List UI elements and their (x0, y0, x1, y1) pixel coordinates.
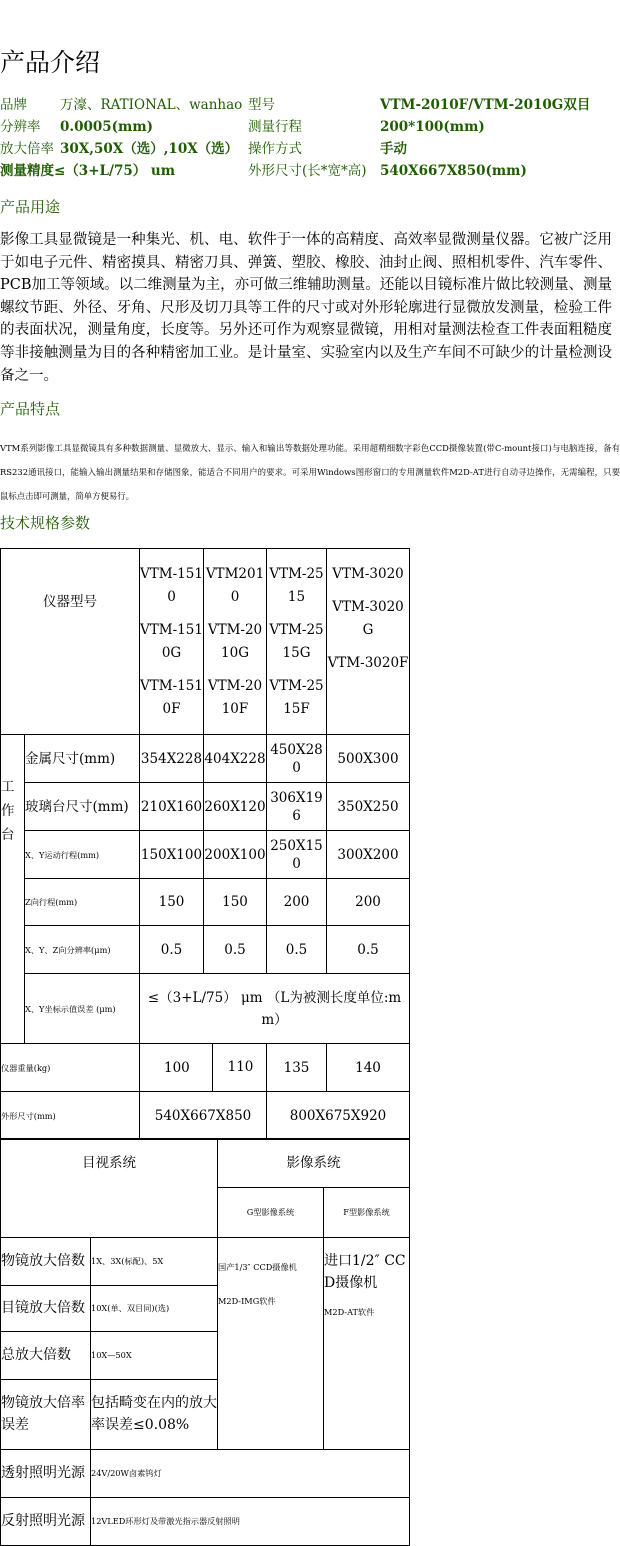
spec-label: 放大倍率 (0, 141, 54, 157)
cell: 350X250 (327, 783, 410, 831)
cell: 24V/20W卤素钨灯 (91, 1449, 410, 1497)
model-header: 仪器型号 (1, 549, 140, 735)
spec-row (0, 160, 620, 182)
row-label: 金属尺寸(mm) (25, 735, 140, 783)
params-title: 技术规格参数 (0, 514, 91, 532)
visual-system-header: 目视系统 (1, 1139, 218, 1237)
model-cell: VTM-2515 VTM-2515G VTM-2515F (267, 549, 327, 735)
row-label: X、Y坐标示值误差 (μm) (25, 974, 140, 1044)
f-system-header: F型影像系统 (324, 1187, 410, 1237)
cell: 200 (267, 879, 327, 926)
image-system-header: 影像系统 (218, 1139, 410, 1187)
row-label: 物镜放大倍率误差 (1, 1379, 91, 1449)
row-label: X、Y、Z向分辨率(μm) (25, 926, 140, 974)
cell: 10X(单、双目同)(选) (91, 1285, 218, 1331)
weight-cell: 110 (212, 1043, 268, 1091)
row-label: 物镜放大倍数 (1, 1237, 91, 1285)
row-label: 目镜放大倍数 (1, 1285, 91, 1331)
cell: 100 (140, 1044, 267, 1092)
spec-value: 30X,50X（选）,10X（选） (60, 141, 239, 157)
cell: 0.5 (204, 926, 267, 974)
cell: 250X150 (267, 831, 327, 879)
spec-label: 操作方式 (248, 141, 302, 157)
stage-label: 工 作 台 (1, 735, 25, 1044)
spec-label: 品牌 (0, 97, 27, 113)
spec-label: 外形尺寸(长*宽*高) (248, 163, 367, 179)
row-label: X、Y运动行程(mm) (25, 831, 140, 879)
cell: 210X160 (140, 783, 204, 831)
cell: 306X196 (267, 783, 327, 831)
spec-label: 测量行程 (248, 119, 302, 135)
row-label: 总放大倍数 (1, 1331, 91, 1379)
row-label: 玻璃台尺寸(mm) (25, 783, 140, 831)
spec-value: 0.0005(mm) (60, 119, 154, 135)
merged-cell: ≤（3+L/75） μm （L为被测长度单位:mm） (140, 974, 410, 1044)
cell: 150X100 (140, 831, 204, 879)
cell: 135 (267, 1044, 327, 1092)
cell: 150 (204, 879, 267, 926)
spec-value: 手动 (380, 141, 407, 157)
cell: 500X300 (327, 735, 410, 783)
features-text: VTM系列影像工具显微镜具有多种数据测量、显微放大、显示、输入和输出等数据处理功能。采用超精细数字彩色CCD摄像装置(带C-mount接口)与电脑连接，备有RS232通讯接口，能输入输出测量结果和存储图象，能适合不同用户的要求。可采用Windows图形窗口的专用测量软件M2D-AT进行自动寻边操作，无需编程，只要鼠标点击即可测量，简单方便易行。 (0, 443, 620, 501)
spec-table-models (0, 548, 410, 1140)
cell: 260X120 (204, 783, 267, 831)
g-system-header: G型影像系统 (218, 1187, 324, 1237)
spec-value: 200*100(mm) (380, 119, 485, 135)
cell: 540X667X850 (140, 1092, 267, 1140)
row-label: 外形尺寸(mm) (1, 1092, 140, 1140)
cell: 150 (140, 879, 204, 926)
model-cell: VTM2010 VTM-2010G VTM-2010F (204, 549, 267, 735)
spec-value: 540X667X850(mm) (380, 163, 527, 179)
g-system-content: 国产1/3″ CCD摄像机 M2D-IMG软件 (218, 1237, 324, 1449)
cell: 0.5 (267, 926, 327, 974)
cell: 450X280 (267, 735, 327, 783)
cell: 404X228 (204, 735, 267, 783)
cell: 200 (327, 879, 410, 926)
model-cell: VTM-3020 VTM-3020G VTM-3020F (327, 549, 410, 735)
spec-row (0, 94, 620, 116)
row-label: 仪器重量(kg) (1, 1044, 140, 1092)
spec-value: 万濠、RATIONAL、wanhao (60, 97, 243, 113)
cell: 354X228 (140, 735, 204, 783)
model-cell: VTM-1510 VTM-1510G VTM-1510F (140, 549, 204, 735)
cell: 0.5 (327, 926, 410, 974)
spec-label: 测量精度≤（3+L/75） um (0, 163, 176, 179)
usage-text: 影像工具显微镜是一种集光、机、电、软件于一体的高精度、高效率显微测量仪器。它被广泛用于如电子元件、精密摸具、精密刀具、弹簧、塑胶、橡胶、油封止阀、照相机零件、汽车零件、PCB加工等领域。以二维测量为主，亦可做三维辅助测量。还能以目镜标准片做比较测量、测量螺纹节距、外径、牙角、尺形及切刀具等工件的尺寸或对外形轮廓进行显微放发测量，检验工件的表面状况，测量角度，长度等。另外还可作为观察显微镜，用相对量测法检查工件表面粗糙度等非接触测量为目的各种精密加工业。是计量室、实验室内以及生产车间不可缺少的计量检测设备之一。 (0, 232, 612, 384)
spec-value: VTM-2010F/VTM-2010G双目 (380, 97, 591, 113)
page-title: 产品介绍 (0, 48, 101, 77)
cell: 包括畸变在内的放大率误差≤0.08% (91, 1379, 218, 1449)
spec-row (0, 116, 620, 138)
usage-title: 产品用途 (0, 198, 61, 216)
cell: 10X—50X (91, 1331, 218, 1379)
cell: 200X100 (204, 831, 267, 879)
cell: 1X、3X(标配)、5X (91, 1237, 218, 1285)
features-title: 产品特点 (0, 400, 61, 418)
cell: 12VLED环形灯及带激光指示器反射照明 (91, 1497, 410, 1545)
cell: 800X675X920 (267, 1092, 410, 1140)
spec-row (0, 138, 620, 160)
cell: 300X200 (327, 831, 410, 879)
row-label: 透射照明光源 (1, 1449, 91, 1497)
spec-label: 分辨率 (0, 119, 41, 135)
row-label: 反射照明光源 (1, 1497, 91, 1545)
spec-table-systems (0, 1138, 410, 1546)
cell: 140 (327, 1044, 410, 1092)
row-label: Z向行程(mm) (25, 879, 140, 926)
cell: 0.5 (140, 926, 204, 974)
spec-label: 型号 (248, 97, 275, 113)
f-system-content: 进口1/2″ CCD摄像机 M2D-AT软件 (324, 1237, 410, 1449)
